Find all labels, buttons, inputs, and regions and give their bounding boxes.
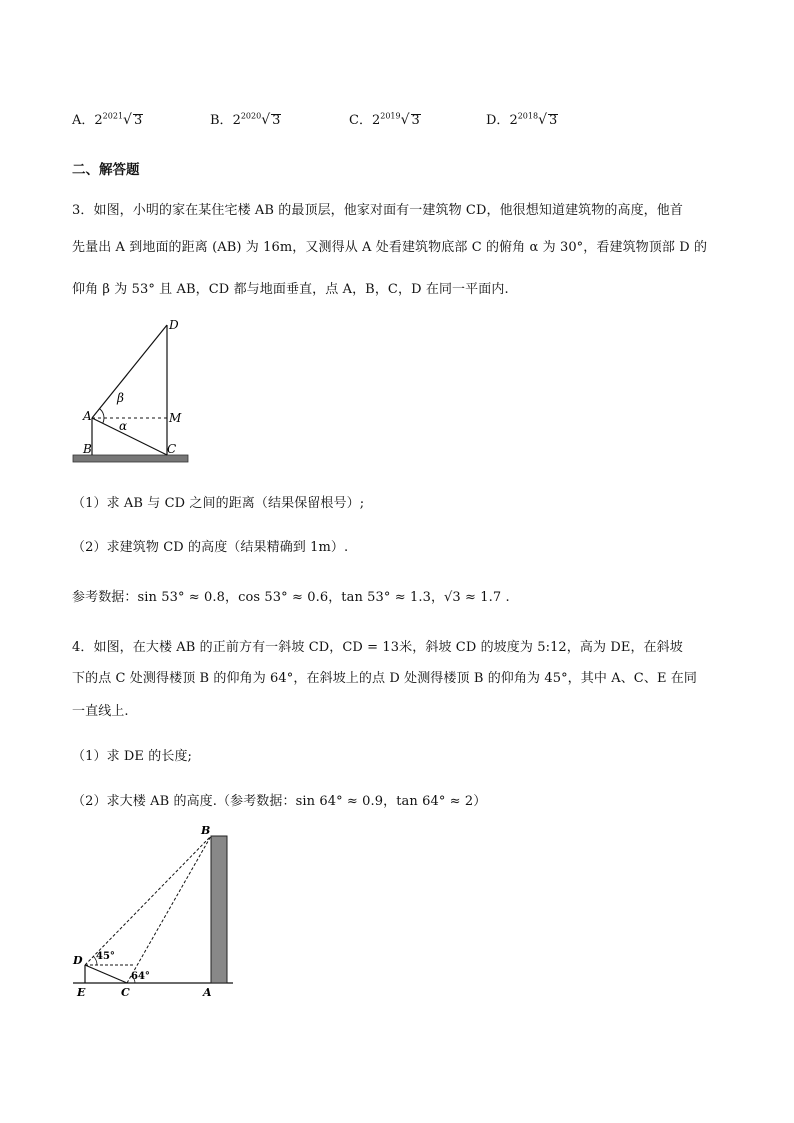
q3-text-line1: 3．如图，小明的家在某住宅楼 AB 的最顶层，他家对面有一建筑物 CD，他很想知道建筑物的高度，他首 [72,203,683,218]
label-m: M [169,411,182,425]
label-d: D [169,318,179,332]
label-e: E [77,986,86,999]
label-b: B [201,824,211,837]
segment-ac [92,418,167,455]
label-alpha: α [119,419,128,433]
q3-reference-data: 参考数据：sin 53° ≈ 0.8，cos 53° ≈ 0.6，tan 53° ≈ 1.3，√3 ≈ 1.7 . [72,590,510,605]
q4-text-line3: 一直线上. [72,704,129,719]
choice-b: B．$2^{2020}√$ 3 [210,111,281,128]
alpha-arc [103,418,104,423]
choice-c: C．$2^{2019}√$ 3 [349,111,420,128]
label-a: A [83,409,92,423]
label-d: D [73,954,83,967]
label-c: C [121,986,130,999]
q4-text-line2: 下的点 C 处测得楼顶 B 的仰角为 64°，在斜坡上的点 D 处测得楼顶 B 的仰角为 45°，其中 A、C、E 在同 [72,671,697,686]
label-b: B [83,442,92,456]
ground-bar [73,455,188,462]
section-title: 二、解答题 [72,162,140,178]
label-beta: β [117,391,124,405]
q4-sub1: （1）求 DE 的长度; [72,749,193,764]
segment-dc [85,965,127,983]
segment-ad [92,325,167,418]
q4-text-line1: 4．如图，在大楼 AB 的正前方有一斜坡 CD，CD = 13米，斜坡 CD 的坡度为 5:12，高为 DE，在斜坡 [72,640,683,655]
choice-d: D．$2^{2018}√$ 3 [486,111,558,128]
q4-sub2: （2）求大楼 AB 的高度.（参考数据：sin 64° ≈ 0.9，tan 64° ≈ 2） [72,794,487,809]
q3-sub1: （1）求 AB 与 CD 之间的距离（结果保留根号）; [72,496,365,511]
q3-sub2: （2）求建筑物 CD 的高度（结果精确到 1m）. [72,540,349,555]
q3-text-line2: 先量出 A 到地面的距离 (AB) 为 16m，又测得从 A 处看建筑物底部 C 的俯角 α 为 30°，看建筑物顶部 D 的 [72,240,708,255]
q3-text-line3: 仰角 β 为 53° 且 AB，CD 都与地面垂直，点 A，B，C，D 在同一平面内. [72,282,509,297]
choice-a: A．$2^{2021}√$ 3 [72,111,143,128]
building-ab [211,836,227,983]
label-c: C [167,442,177,456]
beta-arc [100,409,105,418]
q4-diagram [65,820,245,1000]
q3-diagram [60,310,200,470]
label-a: A [203,986,212,999]
label-angle-c: 64° [131,971,150,982]
label-angle-d: 45° [96,951,115,962]
